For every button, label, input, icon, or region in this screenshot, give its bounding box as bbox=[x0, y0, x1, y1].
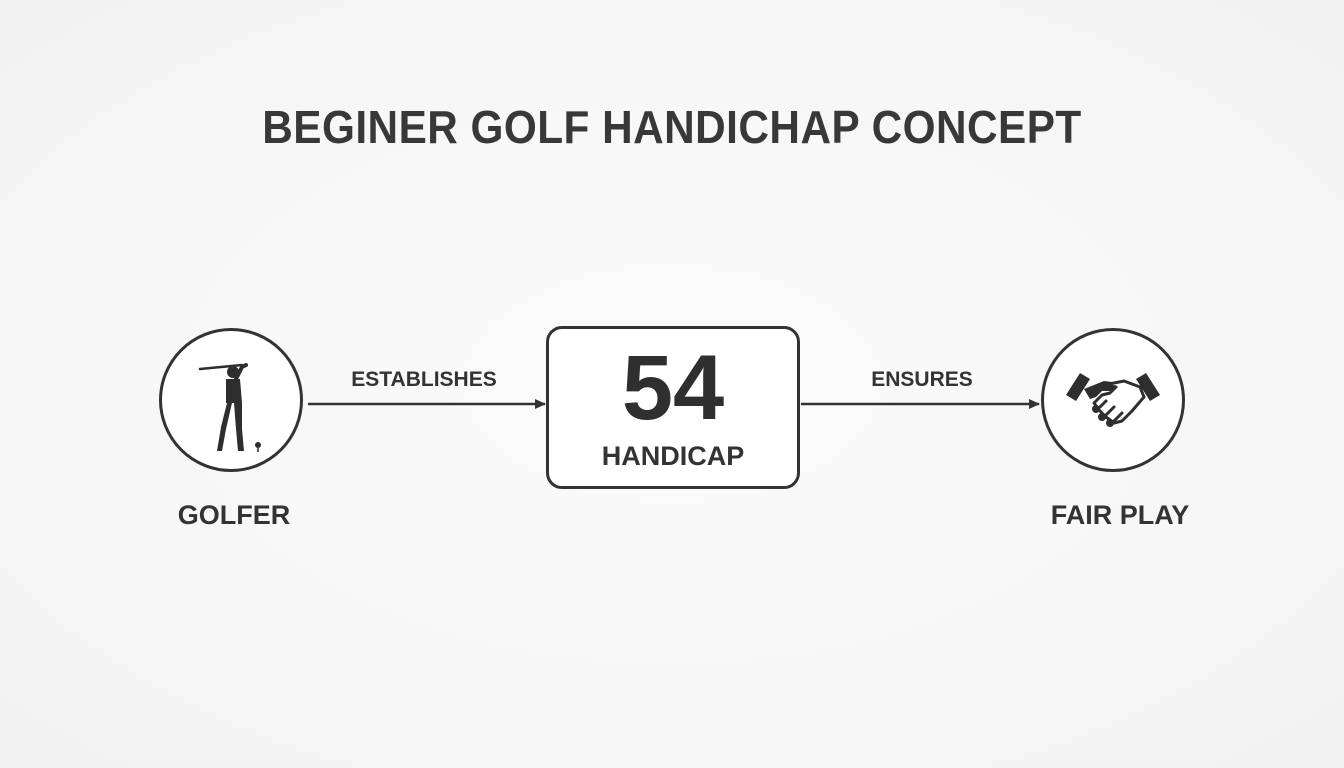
diagram-title: BEGINER GOLF HANDICHAP CONCEPT bbox=[262, 101, 1082, 153]
golfer-label: GOLFER bbox=[177, 500, 291, 530]
golfer-node bbox=[159, 328, 303, 472]
handicap-box bbox=[546, 326, 800, 489]
handshake-icon bbox=[1044, 331, 1182, 469]
handicap-caption: HANDICAP bbox=[601, 441, 745, 471]
handicap-value: 54 bbox=[621, 337, 725, 439]
fair-play-label: FAIR PLAY bbox=[1050, 500, 1190, 530]
fair-play-node bbox=[1041, 328, 1185, 472]
golfer-icon bbox=[162, 331, 300, 469]
edge-label-establishes: ESTABLISHES bbox=[351, 368, 497, 391]
edge-label-ensures: ENSURES bbox=[871, 368, 973, 391]
